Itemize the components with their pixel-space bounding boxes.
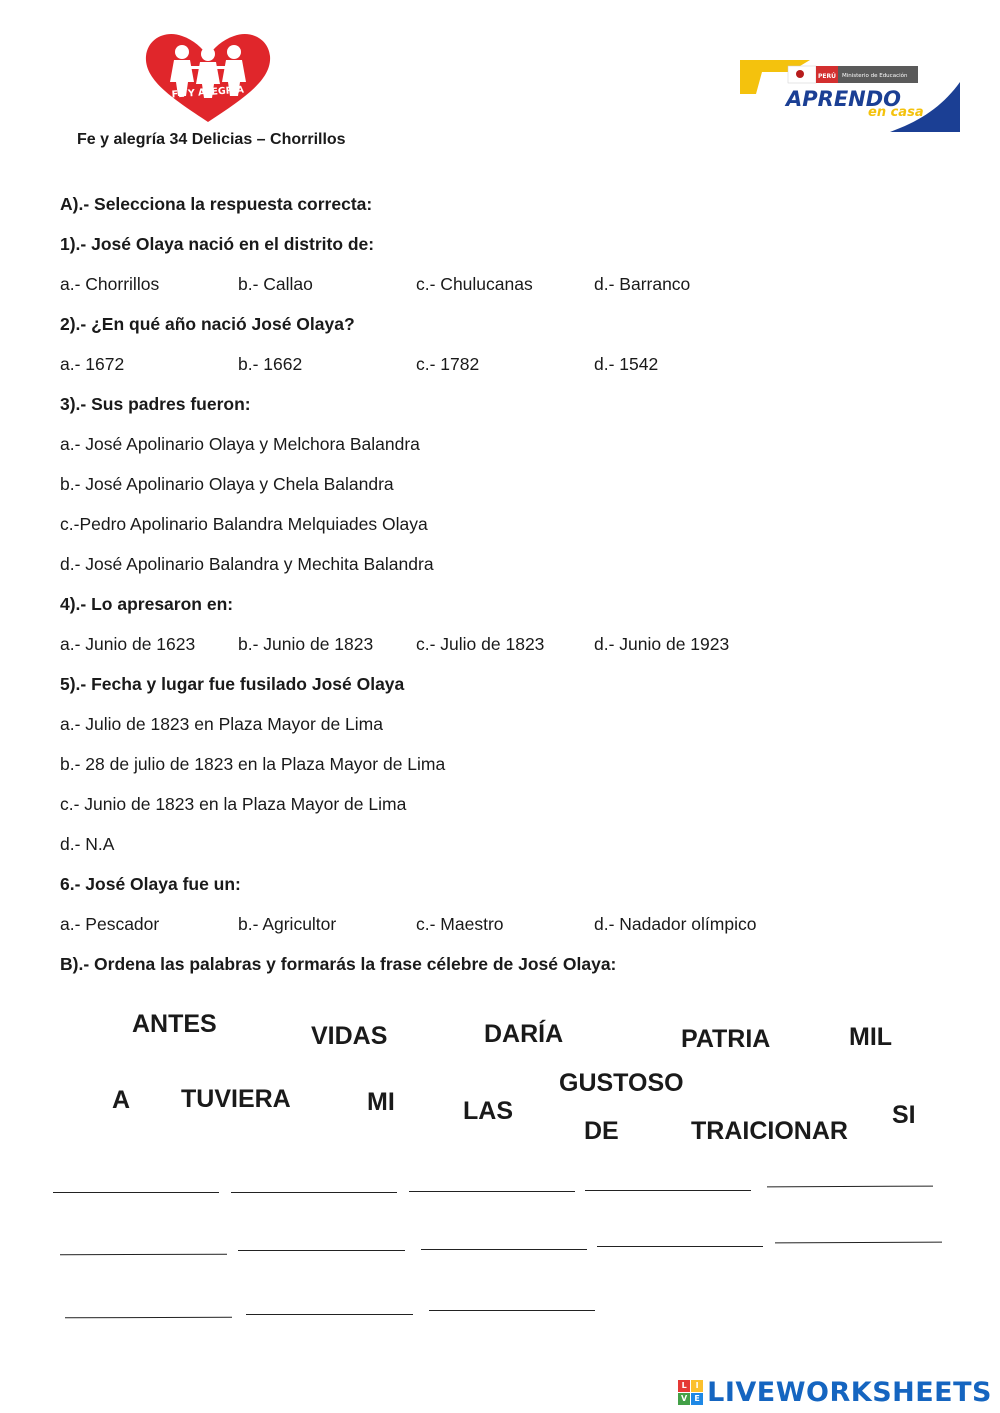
option-5d[interactable]: d.- N.A [60, 834, 115, 854]
option-5b[interactable]: b.- 28 de julio de 1823 en la Plaza Mayor de Lima [60, 754, 446, 774]
word-gustoso[interactable]: GUSTOSO [559, 1069, 684, 1097]
word-a[interactable]: A [112, 1086, 131, 1114]
aprendo-text: APRENDO [786, 87, 902, 111]
answer-blank[interactable] [429, 1310, 595, 1311]
answer-blank[interactable] [585, 1190, 751, 1191]
answer-blank[interactable] [775, 1242, 942, 1244]
answer-blank[interactable] [767, 1186, 933, 1188]
school-name: Fe y alegría 34 Delicias – Chorrillos [77, 131, 346, 148]
word-daria[interactable]: DARÍA [484, 1020, 564, 1048]
word-las[interactable]: LAS [463, 1097, 513, 1125]
option-2c[interactable]: c.- 1782 [416, 354, 480, 374]
option-6b[interactable]: b.- Agricultor [238, 914, 337, 934]
answer-blank[interactable] [238, 1250, 405, 1251]
option-3d[interactable]: d.- José Apolinario Balandra y Mechita Balandra [60, 554, 434, 574]
word-tuviera[interactable]: TUVIERA [181, 1085, 291, 1113]
option-2d[interactable]: d.- 1542 [594, 354, 659, 374]
answer-blank[interactable] [231, 1192, 397, 1193]
option-2b[interactable]: b.- 1662 [238, 354, 303, 374]
option-3c[interactable]: c.-Pedro Apolinario Balandra Melquiades Olaya [60, 514, 428, 534]
answer-blank[interactable] [53, 1192, 219, 1193]
option-1d[interactable]: d.- Barranco [594, 274, 691, 294]
option-3a[interactable]: a.- José Apolinario Olaya y Melchora Balandra [60, 434, 420, 454]
question-5: 5).- Fecha y lugar fue fusilado José Olaya [60, 674, 405, 694]
word-patria[interactable]: PATRIA [681, 1025, 771, 1053]
question-6-options [0, 914, 1000, 938]
option-5c[interactable]: c.- Junio de 1823 en la Plaza Mayor de Lima [60, 794, 407, 814]
word-antes[interactable]: ANTES [132, 1010, 217, 1038]
question-1: 1).- José Olaya nació en el distrito de: [60, 234, 375, 254]
section-b-title: B).- Ordena las palabras y formarás la frase célebre de José Olaya: [60, 954, 617, 974]
option-4a[interactable]: a.- Junio de 1623 [60, 634, 196, 654]
option-1b[interactable]: b.- Callao [238, 274, 313, 294]
option-4c[interactable]: c.- Julio de 1823 [416, 634, 545, 654]
logo-text: FE Y ALEGRÍA [171, 84, 245, 101]
liveworksheets-brand: LIVEWORKSHEETS [707, 1376, 992, 1408]
liveworksheets-icon: L I V E [678, 1380, 703, 1405]
option-1c[interactable]: c.- Chulucanas [416, 274, 533, 294]
question-4-options [0, 634, 1000, 658]
word-de[interactable]: DE [584, 1117, 619, 1145]
question-1-options [0, 274, 1000, 298]
answer-blank[interactable] [246, 1314, 413, 1315]
word-vidas[interactable]: VIDAS [311, 1022, 388, 1050]
option-6a[interactable]: a.- Pescador [60, 914, 160, 934]
aprendo-en-casa-logo [740, 58, 962, 132]
option-2a[interactable]: a.- 1672 [60, 354, 125, 374]
answer-blank[interactable] [60, 1254, 227, 1256]
option-5a[interactable]: a.- Julio de 1823 en Plaza Mayor de Lima [60, 714, 383, 734]
word-mil[interactable]: MIL [849, 1023, 893, 1051]
option-4d[interactable]: d.- Junio de 1923 [594, 634, 730, 654]
question-6: 6.- José Olaya fue un: [60, 874, 241, 894]
word-mi[interactable]: MI [367, 1088, 395, 1116]
answer-blank[interactable] [597, 1246, 763, 1247]
question-2: 2).- ¿En qué año nació José Olaya? [60, 314, 355, 334]
answer-blank[interactable] [409, 1191, 575, 1192]
ministry-label: Ministerio de Educación [842, 73, 908, 79]
en-casa-text: en casa [868, 105, 924, 120]
peru-label: PERÚ [818, 73, 836, 80]
fe-y-alegria-logo [142, 32, 274, 124]
question-4: 4).- Lo apresaron en: [60, 594, 234, 614]
liveworksheets-logo [678, 1377, 992, 1407]
section-a-title: A).- Selecciona la respuesta correcta: [60, 194, 373, 214]
answer-blank[interactable] [65, 1317, 232, 1319]
word-si[interactable]: SI [892, 1101, 916, 1129]
word-bank [0, 1000, 1000, 1160]
question-2-options [0, 354, 1000, 378]
option-4b[interactable]: b.- Junio de 1823 [238, 634, 374, 654]
option-1a[interactable]: a.- Chorrillos [60, 274, 160, 294]
question-3: 3).- Sus padres fueron: [60, 394, 251, 414]
option-6c[interactable]: c.- Maestro [416, 914, 504, 934]
option-3b[interactable]: b.- José Apolinario Olaya y Chela Balandra [60, 474, 394, 494]
option-6d[interactable]: d.- Nadador olímpico [594, 914, 757, 934]
answer-blank[interactable] [421, 1249, 587, 1250]
answer-blanks [0, 1170, 1000, 1330]
word-traicionar[interactable]: TRAICIONAR [691, 1117, 848, 1145]
